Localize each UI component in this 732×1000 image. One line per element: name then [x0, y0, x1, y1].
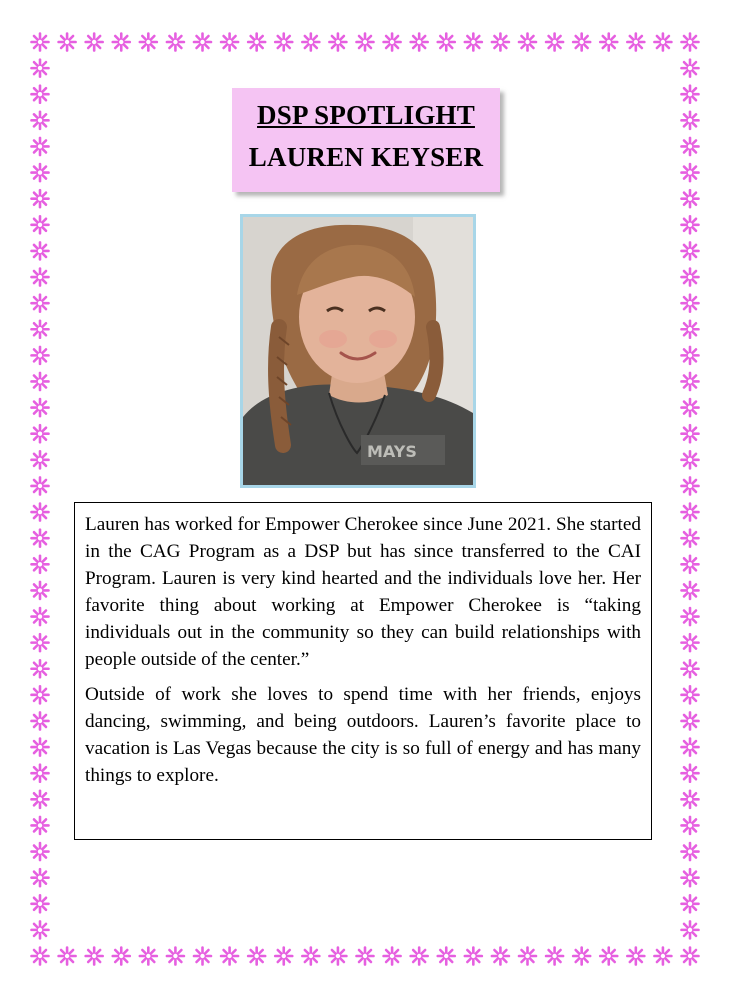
flower-icon: [682, 164, 699, 181]
flower-icon: [32, 321, 49, 338]
flower-icon: [32, 686, 49, 703]
flower-icon: [113, 948, 130, 965]
flower-icon: [32, 582, 49, 599]
story-box: [74, 502, 652, 840]
flower-icon: [32, 112, 49, 129]
flower-icon: [32, 765, 49, 782]
flower-icon: [32, 138, 49, 155]
flower-icon: [682, 765, 699, 782]
flower-icon: [113, 34, 130, 51]
flower-icon: [519, 948, 536, 965]
flower-icon: [492, 34, 509, 51]
flower-icon: [32, 60, 49, 77]
story-paragraph-1: Lauren has worked for Empower Cherokee since June 2021. She started in the CAG Program as a DSP but has since transferred to the CAI Program. Lauren is very kind hearted and the individuals love her. Her favorite thing about working at Empower Cherokee is “taking individuals out in the community so they can build relationships with people outside of the center.”: [85, 514, 641, 670]
flower-icon: [32, 347, 49, 364]
flower-icon: [438, 34, 455, 51]
flower-icon: [32, 425, 49, 442]
flower-icon: [682, 399, 699, 416]
flower-icon: [682, 34, 699, 51]
flower-icon: [221, 34, 238, 51]
flower-icon: [682, 451, 699, 468]
flower-icon: [194, 34, 211, 51]
flower-icon: [59, 948, 76, 965]
flower-icon: [194, 948, 211, 965]
flower-icon: [682, 686, 699, 703]
flower-icon: [682, 712, 699, 729]
flower-icon: [248, 948, 265, 965]
flower-icon: [682, 60, 699, 77]
flower-icon: [302, 948, 319, 965]
flower-icon: [573, 34, 590, 51]
flower-icon: [438, 948, 455, 965]
flower-icon: [32, 712, 49, 729]
flower-icon: [32, 34, 49, 51]
flower-icon: [248, 34, 265, 51]
flower-icon: [682, 86, 699, 103]
flower-icon: [682, 660, 699, 677]
flower-icon: [573, 948, 590, 965]
flower-icon: [32, 921, 49, 938]
flower-icon: [682, 948, 699, 965]
flower-icon: [384, 34, 401, 51]
flower-icon: [682, 582, 699, 599]
flower-icon: [654, 948, 671, 965]
staff-photo: [240, 214, 476, 488]
flower-icon: [86, 948, 103, 965]
flower-icon: [32, 791, 49, 808]
flower-icon: [682, 269, 699, 286]
flower-icon: [32, 242, 49, 259]
spotlight-heading: DSP SPOTLIGHT: [257, 100, 475, 130]
flower-icon: [32, 373, 49, 390]
flower-icon: [32, 843, 49, 860]
flower-icon: [682, 817, 699, 834]
flower-icon: [32, 817, 49, 834]
flower-icon: [32, 190, 49, 207]
flower-icon: [682, 242, 699, 259]
flower-icon: [682, 556, 699, 573]
flower-icon: [357, 948, 374, 965]
flower-icon: [32, 399, 49, 416]
flower-icon: [519, 34, 536, 51]
flower-icon: [329, 948, 346, 965]
flower-icon: [682, 791, 699, 808]
flower-icon: [546, 948, 563, 965]
flower-icon: [32, 608, 49, 625]
flower-icon: [682, 739, 699, 756]
flower-icon: [59, 34, 76, 51]
flower-icon: [32, 660, 49, 677]
story-paragraph-2: Outside of work she loves to spend time with her friends, enjoys dancing, swimming, and being outdoors. Lauren’s favorite place to vacation is Las Vegas because the city is so full of energy and has many things to explore.: [85, 684, 641, 786]
spotlight-title-box: [232, 88, 500, 192]
flower-icon: [384, 948, 401, 965]
flower-icon: [682, 216, 699, 233]
flower-icon: [682, 373, 699, 390]
flower-icon: [600, 948, 617, 965]
flower-icon: [682, 530, 699, 547]
flower-icon: [32, 634, 49, 651]
flower-icon: [275, 948, 292, 965]
flower-icon: [32, 295, 49, 312]
flower-icon: [627, 34, 644, 51]
flower-icon: [32, 556, 49, 573]
flower-icon: [32, 269, 49, 286]
flower-icon: [32, 216, 49, 233]
flower-icon: [275, 34, 292, 51]
shirt-print: MAYS: [367, 442, 417, 461]
flower-icon: [32, 164, 49, 181]
flower-icon: [167, 34, 184, 51]
flower-icon: [465, 948, 482, 965]
flower-icon: [682, 869, 699, 886]
flower-icon: [682, 347, 699, 364]
flower-icon: [682, 190, 699, 207]
flower-icon: [86, 34, 103, 51]
flower-icon: [682, 504, 699, 521]
flower-icon: [357, 34, 374, 51]
flower-icon: [682, 843, 699, 860]
flower-icon: [32, 869, 49, 886]
flower-icon: [32, 895, 49, 912]
flower-icon: [682, 634, 699, 651]
flower-icon: [32, 948, 49, 965]
flower-icon: [546, 34, 563, 51]
flower-icon: [32, 504, 49, 521]
flower-icon: [682, 112, 699, 129]
flower-icon: [32, 86, 49, 103]
flower-icon: [140, 948, 157, 965]
flower-icon: [682, 477, 699, 494]
flower-icon: [682, 608, 699, 625]
flower-icon: [682, 295, 699, 312]
flower-icon: [492, 948, 509, 965]
flower-icon: [32, 451, 49, 468]
flower-icon: [682, 921, 699, 938]
flower-icon: [682, 321, 699, 338]
flower-icon: [682, 138, 699, 155]
flower-icon: [140, 34, 157, 51]
flower-icon: [32, 739, 49, 756]
flower-icon: [411, 34, 428, 51]
flower-icon: [600, 34, 617, 51]
flower-icon: [221, 948, 238, 965]
flower-icon: [627, 948, 644, 965]
flower-icon: [32, 530, 49, 547]
flower-icon: [682, 425, 699, 442]
flower-icon: [32, 477, 49, 494]
flower-icon: [302, 34, 319, 51]
flower-icon: [329, 34, 346, 51]
flower-icon: [654, 34, 671, 51]
flower-icon: [167, 948, 184, 965]
flower-icon: [682, 895, 699, 912]
staff-name: LAUREN KEYSER: [248, 142, 484, 172]
flower-icon: [411, 948, 428, 965]
flower-icon: [465, 34, 482, 51]
